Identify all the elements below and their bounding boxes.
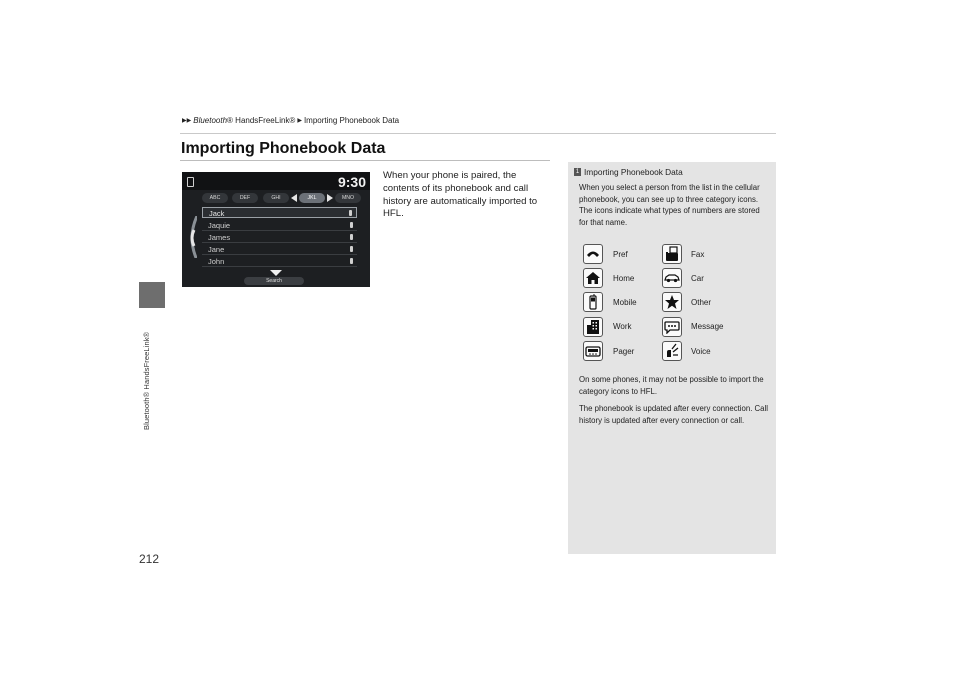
- page-title: Importing Phonebook Data: [181, 140, 386, 157]
- contact-name: James: [208, 233, 231, 242]
- note-heading-text: Importing Phonebook Data: [584, 167, 683, 177]
- phone-type-icon: [350, 258, 353, 264]
- tab-mno: MNO: [335, 193, 361, 203]
- contact-row: [202, 232, 357, 243]
- phone-status-icon: [187, 177, 194, 187]
- note-paragraph-3: The phonebook is updated after every connection. Call history is updated after every connection or call.: [579, 404, 768, 425]
- contact-name: Jane: [208, 245, 225, 254]
- breadcrumb-part2: Importing Phonebook Data: [303, 116, 400, 125]
- tab-ghi: GHI: [263, 193, 289, 203]
- tab-right-arrow-icon: [327, 194, 333, 202]
- breadcrumb-part1-rest: ® HandsFreeLink®: [227, 116, 296, 125]
- tab-left-arrow-icon: [291, 194, 297, 202]
- header-divider: [180, 133, 776, 134]
- icon-label-voice: Voice: [691, 347, 711, 356]
- phone-type-icon: [350, 246, 353, 252]
- pager-icon: [583, 341, 603, 361]
- body-paragraph: When your phone is paired, the contents of its phonebook and call history are automatically imported to HFL.: [383, 170, 538, 220]
- icon-label-message: Message: [691, 322, 724, 331]
- icon-label-home: Home: [613, 274, 635, 283]
- page-number: 212: [139, 552, 160, 566]
- car-icon: [662, 268, 682, 288]
- icon-label-car: Car: [691, 274, 704, 283]
- icon-label-pager: Pager: [613, 347, 635, 356]
- scroll-down-arrow-icon: [270, 270, 282, 276]
- icon-label-work: Work: [613, 322, 632, 331]
- note-paragraph-2: On some phones, it may not be possible to import the category icons to HFL.: [579, 375, 764, 396]
- phone-type-icon: [350, 222, 353, 228]
- note-heading: [574, 167, 683, 177]
- mobile-phone-icon: [583, 292, 603, 312]
- contact-row: [202, 207, 357, 218]
- star-icon: [662, 292, 682, 312]
- tab-abc: ABC: [202, 193, 228, 203]
- tab-jkl: JKL: [299, 193, 325, 203]
- breadcrumb-part1-italic: Bluetooth: [193, 116, 228, 125]
- side-label-text: Bluetooth® HandsFreeLink®: [142, 331, 151, 430]
- contact-row: [202, 220, 357, 231]
- section-side-label: [140, 312, 166, 432]
- voice-icon: [662, 341, 682, 361]
- icon-label-other: Other: [691, 298, 712, 307]
- section-tab-marker: [139, 282, 165, 308]
- note-number-badge: 1: [575, 169, 580, 175]
- icon-label-fax: Fax: [691, 250, 705, 259]
- phonebook-screen-illustration: [182, 172, 370, 287]
- contact-name: Jack: [209, 209, 225, 218]
- phone-type-icon: [350, 234, 353, 240]
- alphabet-tabs: [202, 193, 362, 204]
- breadcrumb-arrow-icon: ▶: [297, 118, 302, 124]
- contact-row: [202, 256, 357, 267]
- office-building-icon: [583, 317, 603, 337]
- note-intro: When you select a person from the list in the cellular phonebook, you can see up to three category icons. The icons indicate what types of numbers are stored for that name.: [579, 183, 760, 228]
- speech-bubble-icon: [662, 317, 682, 337]
- breadcrumb: [182, 116, 399, 125]
- title-divider: [180, 160, 550, 161]
- contact-row: [202, 244, 357, 255]
- house-icon: [583, 268, 603, 288]
- fax-icon: [662, 244, 682, 264]
- icon-label-mobile: Mobile: [613, 298, 637, 307]
- tab-def: DEF: [232, 193, 258, 203]
- breadcrumb-arrow-icon: ▶▶: [182, 118, 192, 124]
- icon-label-pref: Pref: [613, 250, 628, 259]
- screen-clock: 9:30: [337, 174, 366, 190]
- phone-handset-icon: [583, 244, 603, 264]
- scroll-bar-icon: [185, 216, 197, 258]
- contact-name: Jaquie: [208, 221, 231, 230]
- search-button: Search: [244, 277, 304, 285]
- contact-name: John: [208, 257, 225, 266]
- phone-type-icon: [349, 210, 352, 216]
